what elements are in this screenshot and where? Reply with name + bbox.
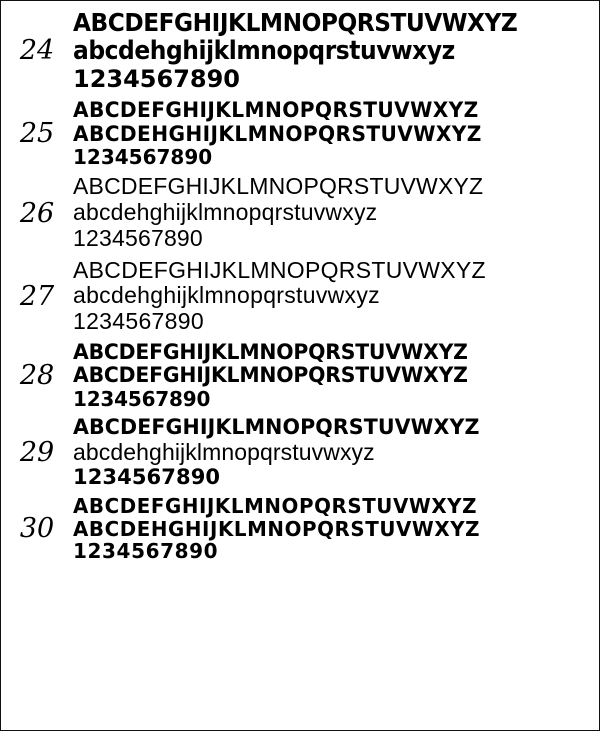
specimen-row (1, 416, 599, 489)
specimen-uppercase-line: ABCDEFGHIJKLMNOPQRSTUVWXYZ (73, 339, 468, 364)
specimen-lowercase-line: ABCDEHGHIJKLMNOPQRSTUVWXYZ (73, 121, 482, 146)
specimen-row (1, 174, 599, 251)
specimen-sample (69, 341, 599, 410)
specimen-numerals-line: 1234567890 (73, 224, 203, 251)
specimen-list (1, 1, 599, 568)
specimen-number: 27 (19, 280, 55, 312)
specimen-lowercase-line: ABCDEHGHIJKLMNOPQRSTUVWXYZ (73, 516, 481, 541)
specimen-lowercase-line: abcdehghijklmnopqrstuvwxyz (73, 438, 375, 465)
specimen-sample (69, 416, 599, 489)
specimen-number: 29 (19, 437, 55, 469)
specimen-numerals-line: 1234567890 (73, 464, 221, 489)
specimen-numerals-line: 1234567890 (73, 538, 219, 563)
specimen-sample (69, 99, 599, 168)
specimen-number: 28 (19, 360, 55, 392)
specimen-row (1, 341, 599, 410)
specimen-sample (69, 9, 599, 93)
specimen-row (1, 99, 599, 168)
specimen-numerals-line: 1234567890 (73, 308, 204, 335)
specimen-row (1, 9, 599, 93)
specimen-uppercase-line: ABCDEFGHIJKLMNOPQRSTUVWXYZ (73, 256, 486, 283)
specimen-uppercase-line: ABCDEFGHIJKLMNOPQRSTUVWXYZ (73, 97, 479, 122)
specimen-number: 26 (19, 197, 55, 229)
specimen-numerals-line: 1234567890 (73, 65, 240, 94)
specimen-row (1, 495, 599, 562)
specimen-number: 25 (19, 118, 55, 150)
specimen-row (1, 258, 599, 335)
specimen-number: 30 (19, 513, 55, 545)
specimen-lowercase-line: abcdehghijklmnopqrstuvwxyz (73, 36, 455, 66)
specimen-lowercase-line: ABCDEFGHIJKLMNOPQRSTUVWXYZ (73, 363, 468, 388)
specimen-numerals-line: 1234567890 (73, 386, 211, 411)
specimen-numerals-line: 1234567890 (73, 145, 213, 170)
specimen-uppercase-line: ABCDEFGHIJKLMNOPQRSTUVWXYZ (73, 415, 480, 440)
specimen-sample (69, 174, 599, 251)
specimen-sample (69, 495, 599, 562)
specimen-uppercase-line: ABCDEFGHIJKLMNOPQRSTUVWXYZ (73, 494, 478, 519)
specimen-sample (69, 258, 599, 335)
specimen-lowercase-line: abcdehghijklmnopqrstuvwxyz (73, 199, 378, 226)
specimen-uppercase-line: ABCDEFGHIJKLMNOPQRSTUVWXYZ (73, 8, 518, 37)
specimen-uppercase-line: ABCDEFGHIJKLMNOPQRSTUVWXYZ (73, 173, 484, 200)
specimen-number: 24 (19, 35, 55, 67)
specimen-lowercase-line: abcdehghijklmnopqrstuvwxyz (73, 282, 380, 309)
